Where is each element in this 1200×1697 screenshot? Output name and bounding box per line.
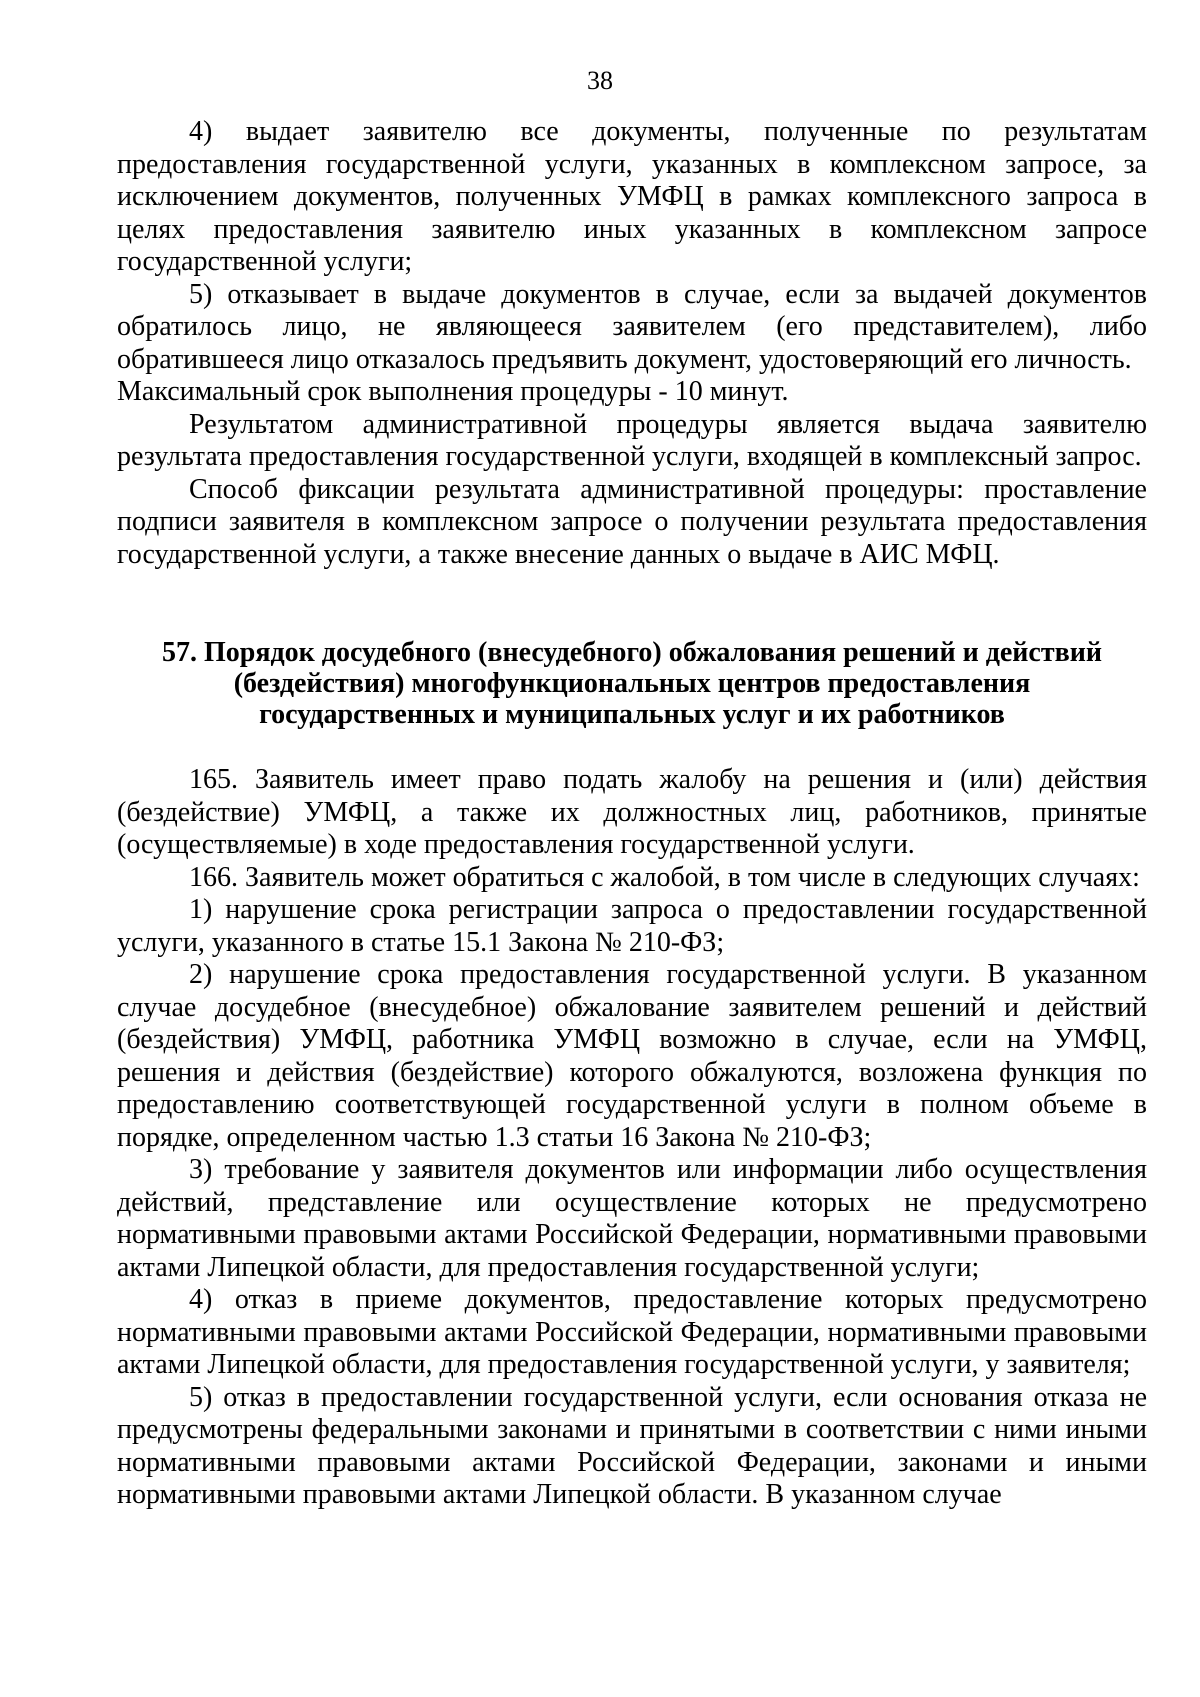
- paragraph-166: 166. Заявитель может обратиться с жалобой, в том числе в следующих случаях:: [189, 861, 1140, 893]
- paragraph-165: 165. Заявитель имеет право подать жалобу на решения и (или) действия (бездействие) УМФЦ, а также их должностных лиц, работников, принятые (осуществляемые) в ходе предоставления государственной услуги.: [117, 764, 1147, 860]
- paragraph-item-4: 4) выдает заявителю все документы, полученные по результатам предоставления государственной услуги, указанных в комплексном запросе, за исключением документов, полученных УМФЦ в рамках комплексного запроса в целях предоставления заявителю иных указанных в комплексном запросе государственной услуги;: [117, 116, 1147, 277]
- page-number: 38: [587, 66, 613, 95]
- paragraph-case-2: 2) нарушение срока предоставления государственной услуги. В указанном случае досудебное (внесудебное) обжалование заявителем решений и действий (бездействия) УМФЦ, работника УМФЦ возможно в случае, если на УМФЦ, решения и действия (бездействие) которого обжалуются, возложена функция по предоставлению соответствующей государственной услуги в полном объеме в порядке, определенном частью 1.3 статьи 16 Закона № 210-ФЗ;: [117, 959, 1147, 1153]
- paragraph-case-1: 1) нарушение срока регистрации запроса о предоставлении государственной услуги, указанного в статье 15.1 Закона № 210-ФЗ;: [117, 894, 1147, 958]
- section-heading-line-1: 57. Порядок досудебного (внесудебного) обжалования решений и действий: [162, 637, 1102, 668]
- paragraph-case-4: 4) отказ в приеме документов, предоставление которых предусмотрено нормативными правовыми актами Российской Федерации, нормативными правовыми актами Липецкой области, для предоставления государственной услуги, у заявителя;: [117, 1284, 1147, 1380]
- paragraph-result: Результатом административной процедуры является выдача заявителю результата предоставления государственной услуги, входящей в комплексный запрос.: [117, 408, 1147, 472]
- paragraph-item-5: 5) отказывает в выдаче документов в случае, если за выдачей документов обратилось лицо, не являющееся заявителем (его представителем), либо обратившееся лицо отказалось предъявить документ, удостоверяющий его личность.: [117, 278, 1147, 375]
- text-block-complaints: [117, 764, 1147, 1512]
- paragraph-fixation: Способ фиксации результата административной процедуры: проставление подписи заявителя в комплексном запросе о получении результата предоставления государственной услуги, а также внесение данных о выдаче в АИС МФЦ.: [117, 473, 1147, 570]
- section-heading-line-2: (бездействия) многофункциональных центров предоставления: [233, 668, 1031, 699]
- section-heading-line-3: государственных и муниципальных услуг и их работников: [259, 699, 1005, 730]
- text-block-procedure: [117, 116, 1147, 571]
- paragraph-case-5: 5) отказ в предоставлении государственной услуги, если основания отказа не предусмотрены федеральными законами и принятыми в соответствии с ними иными нормативными правовыми актами Российской Федерации, законами и иными нормативными правовыми актами Липецкой области. В указанном случае: [117, 1381, 1147, 1510]
- paragraph-max-time: Максимальный срок выполнения процедуры - 10 минут.: [117, 376, 789, 407]
- paragraph-case-3: 3) требование у заявителя документов или информации либо осуществления действий, представление или осуществление которых не предусмотрено нормативными правовыми актами Российской Федерации, нормативными правовыми актами Липецкой области, для предоставления государственной услуги;: [117, 1154, 1147, 1283]
- section-heading: [117, 637, 1147, 730]
